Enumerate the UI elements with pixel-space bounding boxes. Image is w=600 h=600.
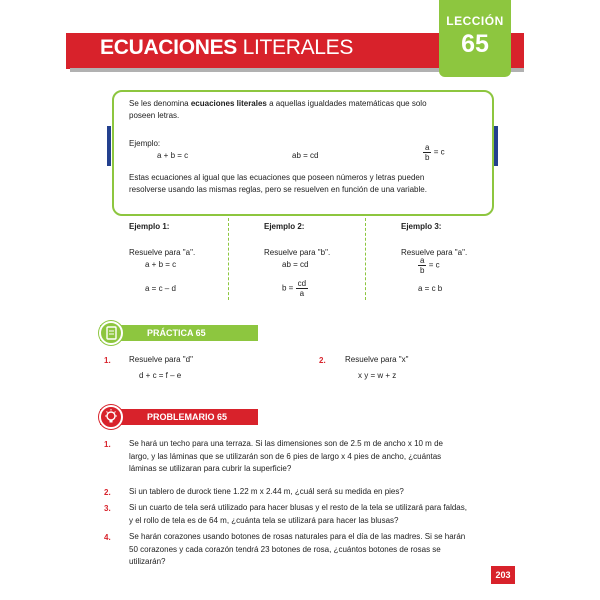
def-text-pre: Se les denomina [129, 99, 191, 108]
practice-title: PRÁCTICA 65 [147, 328, 206, 338]
notebook-icon [101, 323, 121, 343]
problems-title: PROBLEMARIO 65 [147, 412, 228, 422]
example-2-equation: ab = cd [282, 260, 309, 269]
example-3-heading: Ejemplo 3: [401, 222, 442, 231]
example-1-equation: a + b = c [145, 260, 177, 269]
example-3-fraction-num: a [420, 256, 425, 265]
example-3-fraction [418, 256, 426, 275]
problems-icon [99, 405, 123, 429]
def-fraction-num: a [425, 143, 430, 152]
example-2-instruction: Resuelve para "b". [264, 248, 331, 257]
practice-2-instruction: Resuelve para "x" [345, 355, 409, 364]
def-p2-line-1: Estas ecuaciones al igual que las ecuaciones que poseen números y letras pueden [129, 173, 425, 182]
example-2-result [282, 279, 308, 298]
definition-paragraph-2 [129, 172, 427, 196]
example-1-heading: Ejemplo 1: [129, 222, 170, 231]
example-3-instruction: Resuelve para "a". [401, 248, 468, 257]
page-title [100, 36, 353, 60]
example-1-instruction: Resuelve para "a". [129, 248, 196, 257]
def-fraction-rhs: = c [433, 147, 445, 157]
practice-1-number: 1. [104, 356, 111, 365]
example-3-result: a = c b [418, 284, 443, 293]
problem-4-line-3: utilizarán? [129, 557, 166, 566]
problem-2-number: 2. [104, 488, 111, 497]
lesson-label: LECCIÓN [446, 14, 504, 28]
definition-paragraph-1 [129, 98, 427, 122]
def-fraction [423, 143, 431, 162]
problem-1-line-3: láminas se utilizaran para cubrir la superficie? [129, 464, 292, 473]
problem-1-number: 1. [104, 440, 111, 449]
definition-accent-right [494, 126, 498, 166]
definition-accent-left [107, 126, 111, 166]
practice-icon [99, 321, 123, 345]
problem-1-line-1: Se hará un techo para una terraza. Si las dimensiones son de 2.5 m de ancho x 10 m de [129, 439, 443, 448]
def-text-post: a aquellas igualdades matemáticas que solo [266, 99, 427, 108]
problem-4-number: 4. [104, 533, 111, 542]
lightbulb-icon [101, 407, 121, 427]
title-bold: ECUACIONES [100, 36, 238, 59]
example-3-equation [418, 256, 440, 275]
lesson-tab [439, 0, 511, 77]
example-label: Ejemplo: [129, 139, 161, 148]
practice-1-instruction: Resuelve para "d" [129, 355, 193, 364]
example-2-fraction-den: a [299, 289, 305, 298]
practice-2-equation: x y = w + z [358, 371, 397, 380]
problem-4-text [129, 531, 465, 569]
problem-2-line-1: Si un tablero de durock tiene 1.22 m x 2.44 m, ¿cuál será su medida en pies? [129, 487, 404, 496]
problem-4-line-1: Se harán corazones usando botones de rosas naturales para el día de las madres. Si se harán [129, 532, 466, 541]
definition-example-3 [423, 143, 445, 162]
example-divider-1 [228, 218, 229, 300]
definition-example-1: a + b = c [157, 151, 189, 160]
example-2-result-lhs: b = [282, 283, 294, 293]
example-3-fraction-rhs: = c [428, 260, 440, 270]
def-text-bold: ecuaciones literales [190, 99, 267, 108]
definition-example-2: ab = cd [292, 151, 319, 160]
page-number: 203 [491, 566, 515, 584]
problem-1-text [129, 438, 443, 476]
problem-3-line-2: y el rollo de tela es de 64 m, ¿cuánta tela se utilizará para hacer las blusas? [129, 515, 399, 525]
def-text-post-2: poseen letras. [129, 111, 180, 120]
practice-2-number: 2. [319, 356, 326, 365]
example-2-fraction-num: cd [297, 279, 307, 288]
problem-3-text [129, 502, 467, 527]
problem-1-line-2: largo, y las láminas que se utilizarán son de 6 pies de largo x 4 pies de ancho, ¿cuántas [129, 451, 442, 461]
problem-3-number: 3. [104, 504, 111, 513]
example-3-fraction-den: b [420, 266, 425, 275]
problem-4-line-2: 50 corazones y cada corazón tendrá 23 botones de rosa, ¿cuántos botones de rosas se [129, 544, 441, 554]
example-2-fraction [296, 279, 308, 298]
lesson-number: 65 [461, 30, 489, 58]
example-1-result: a = c – d [145, 284, 176, 293]
practice-1-equation: d + c = f – e [139, 371, 182, 380]
example-2-heading: Ejemplo 2: [264, 222, 305, 231]
example-divider-2 [365, 218, 366, 300]
problem-2-text [129, 486, 404, 499]
title-light: LITERALES [242, 36, 354, 59]
problem-3-line-1: Si un cuarto de tela será utilizado para hacer blusas y el resto de la tela se utilizará para faldas, [129, 503, 467, 512]
def-fraction-den: b [425, 153, 430, 162]
def-p2-line-2: resolverse usando las mismas reglas, pero se resuelven en función de una variable. [129, 185, 427, 194]
